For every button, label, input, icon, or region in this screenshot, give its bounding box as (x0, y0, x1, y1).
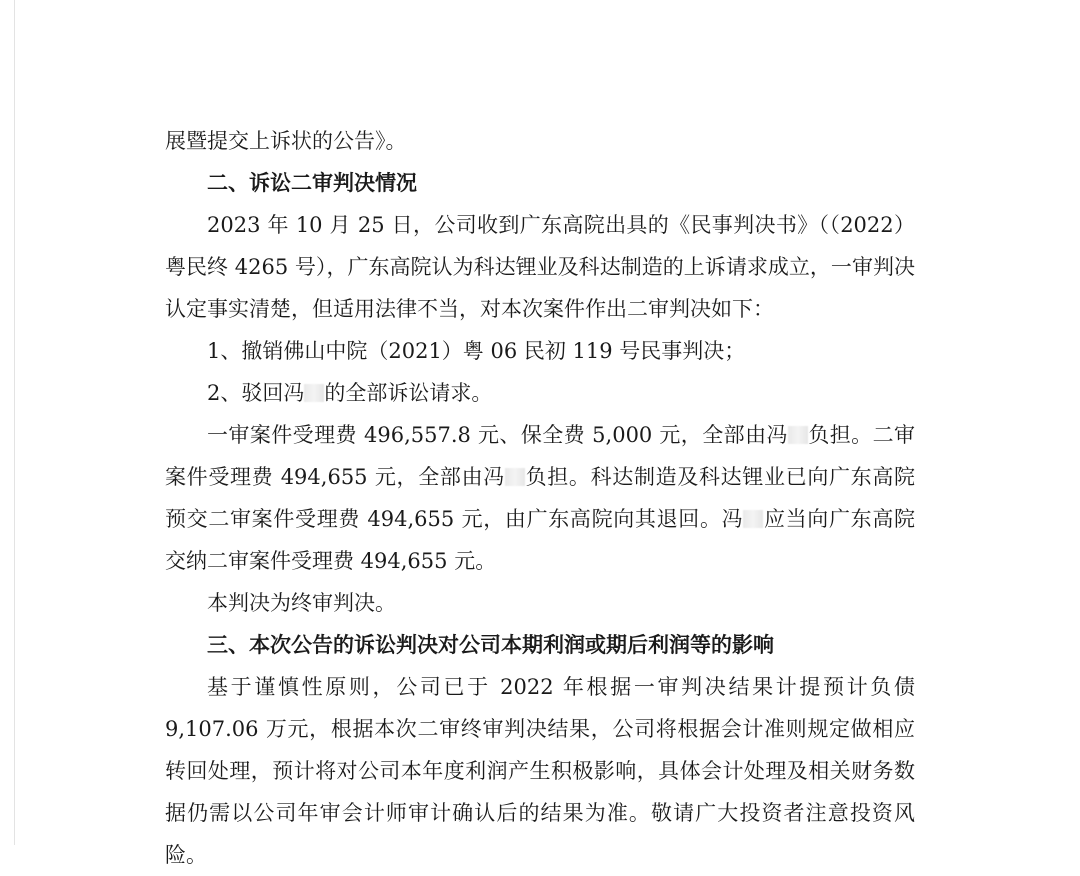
redacted-name (788, 426, 808, 444)
section-3-body: 基于谨慎性原则，公司已于 2022 年根据一审判决结果计提预计负债 9,107.06 万元，根据本次二审终审判决结果，公司将根据会计准则规定做相应转回处理，预计将对公司本年度利润产生积极影响，具体会计处理及相关财务数据仍需以公司年审会计师审计确认后的结果为准。敬请广大投资者注意投资风险。 (165, 675, 915, 867)
fees-text-2: 负担。二审案件受理费 494,655 元，全部由冯 (165, 423, 915, 489)
item2-text-before: 2、驳回冯 (207, 381, 305, 405)
redacted-name (743, 510, 763, 528)
judgment-item-2 (165, 372, 915, 414)
fees-paragraph (165, 414, 915, 582)
final-judgment-note: 本判决为终审判决。 (207, 591, 396, 615)
section-3-heading: 三、本次公告的诉讼判决对公司本期利润或期后利润等的影响 (207, 632, 774, 657)
judgment-item-1: 1、撤销佛山中院（2021）粤 06 民初 119 号民事判决； (207, 339, 746, 363)
document-body (165, 120, 915, 876)
section-2-heading: 二、诉讼二审判决情况 (207, 170, 417, 195)
continuation-line: 展暨提交上诉状的公告》。 (165, 129, 407, 153)
fees-text-4: 应当向广东高院交纳二审案件受理费 494,655 元。 (165, 507, 915, 573)
redacted-name (304, 384, 324, 402)
page-edge-line (14, 0, 15, 845)
fees-text-3: 负担。科达制造及科达锂业已向广东高院预交二审案件受理费 494,655 元，由广东高院向其退回。冯 (165, 465, 915, 531)
section-2-intro: 2023 年 10 月 25 日，公司收到广东高院出具的《民事判决书》（（2022）粤民终 4265 号），广东高院认为科达锂业及科达制造的上诉请求成立，一审判决认定事实清楚，但适用法律不当，对本次案件作出二审判决如下： (165, 213, 915, 321)
item2-text-after: 的全部诉讼请求。 (324, 381, 493, 405)
redacted-name (505, 468, 525, 486)
fees-text-1: 一审案件受理费 496,557.8 元、保全费 5,000 元，全部由冯 (207, 423, 788, 447)
